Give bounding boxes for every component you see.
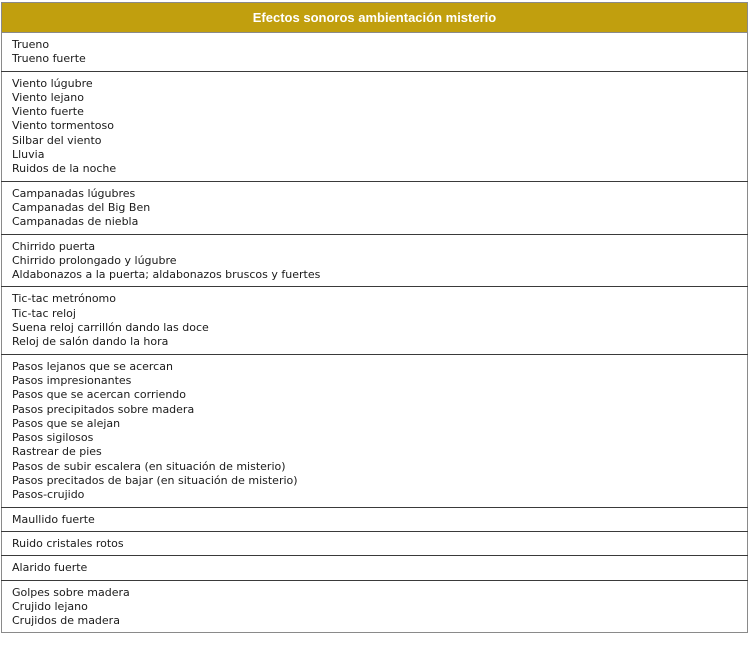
- sound-group-cell: [2, 181, 748, 234]
- table-row: [2, 580, 748, 633]
- sound-effect-item: Golpes sobre madera: [12, 585, 130, 599]
- sound-effect-item: Pasos precipitados sobre madera: [12, 402, 195, 416]
- sound-effect-item: Tic-tac reloj: [12, 306, 76, 320]
- table-row: [2, 556, 748, 580]
- sound-effect-item: Aldabonazos a la puerta; aldabonazos bruscos y fuertes: [12, 268, 321, 282]
- table-title: Efectos sonoros ambientación misterio: [2, 3, 748, 33]
- sound-group-cell: [2, 580, 748, 633]
- sound-effect-item: Pasos sigilosos: [12, 431, 94, 445]
- sound-effect-item: Pasos que se acercan corriendo: [12, 388, 187, 402]
- sound-effect-item: Pasos-crujido: [12, 488, 85, 502]
- sound-group-cell: [2, 556, 748, 580]
- table-row: [2, 71, 748, 181]
- sound-group-cell: [2, 287, 748, 354]
- sound-effect-item: Tic-tac metrónomo: [12, 292, 117, 306]
- sound-effect-item: Silbar del viento: [12, 133, 102, 147]
- sound-effect-item: Viento lejano: [12, 90, 84, 104]
- sound-effect-item: Pasos lejanos que se acercan: [12, 359, 173, 373]
- sound-effect-item: Crujidos de madera: [12, 614, 120, 628]
- table-row: [2, 531, 748, 555]
- sound-effect-item: Rastrear de pies: [12, 445, 102, 459]
- sound-group-cell: [2, 507, 748, 531]
- sound-group-cell: [2, 234, 748, 287]
- sound-effect-item: Reloj de salón dando la hora: [12, 335, 169, 349]
- sound-effect-item: Lluvia: [12, 148, 45, 162]
- sound-effect-item: Crujido lejano: [12, 599, 88, 613]
- sound-effect-item: Ruidos de la noche: [12, 162, 117, 176]
- table-body: [2, 33, 748, 633]
- sound-effect-item: Alarido fuerte: [12, 561, 88, 575]
- sound-effects-table: [1, 2, 748, 633]
- sound-effect-item: Viento lúgubre: [12, 76, 93, 90]
- sound-effect-item: Suena reloj carrillón dando las doce: [12, 321, 209, 335]
- sound-effect-item: Ruido cristales rotos: [12, 536, 124, 550]
- sound-group-cell: [2, 531, 748, 555]
- table-row: [2, 287, 748, 354]
- table-row: [2, 234, 748, 287]
- sound-effect-item: Pasos impresionantes: [12, 373, 132, 387]
- sound-effect-item: Pasos precitados de bajar (en situación de misterio): [12, 474, 298, 488]
- sound-group-cell: [2, 71, 748, 181]
- table-row: [2, 181, 748, 234]
- sound-effect-item: Chirrido prolongado y lúgubre: [12, 253, 177, 267]
- sound-effect-item: Viento tormentoso: [12, 119, 114, 133]
- table-row: [2, 354, 748, 507]
- sound-effect-item: Campanadas de niebla: [12, 215, 139, 229]
- sound-group-cell: [2, 33, 748, 72]
- sound-effect-item: Trueno fuerte: [12, 52, 86, 66]
- sound-effect-item: Pasos de subir escalera (en situación de misterio): [12, 459, 286, 473]
- sound-effect-item: Campanadas del Big Ben: [12, 200, 151, 214]
- table-header-row: [2, 3, 748, 33]
- sound-effect-item: Maullido fuerte: [12, 512, 95, 526]
- table-row: [2, 507, 748, 531]
- sound-effect-item: Viento fuerte: [12, 105, 84, 119]
- sound-effect-item: Pasos que se alejan: [12, 416, 121, 430]
- sound-group-cell: [2, 354, 748, 507]
- table-row: [2, 33, 748, 72]
- sound-effect-item: Trueno: [12, 38, 50, 51]
- sound-effect-item: Campanadas lúgubres: [12, 186, 136, 200]
- sound-effect-item: Chirrido puerta: [12, 239, 96, 253]
